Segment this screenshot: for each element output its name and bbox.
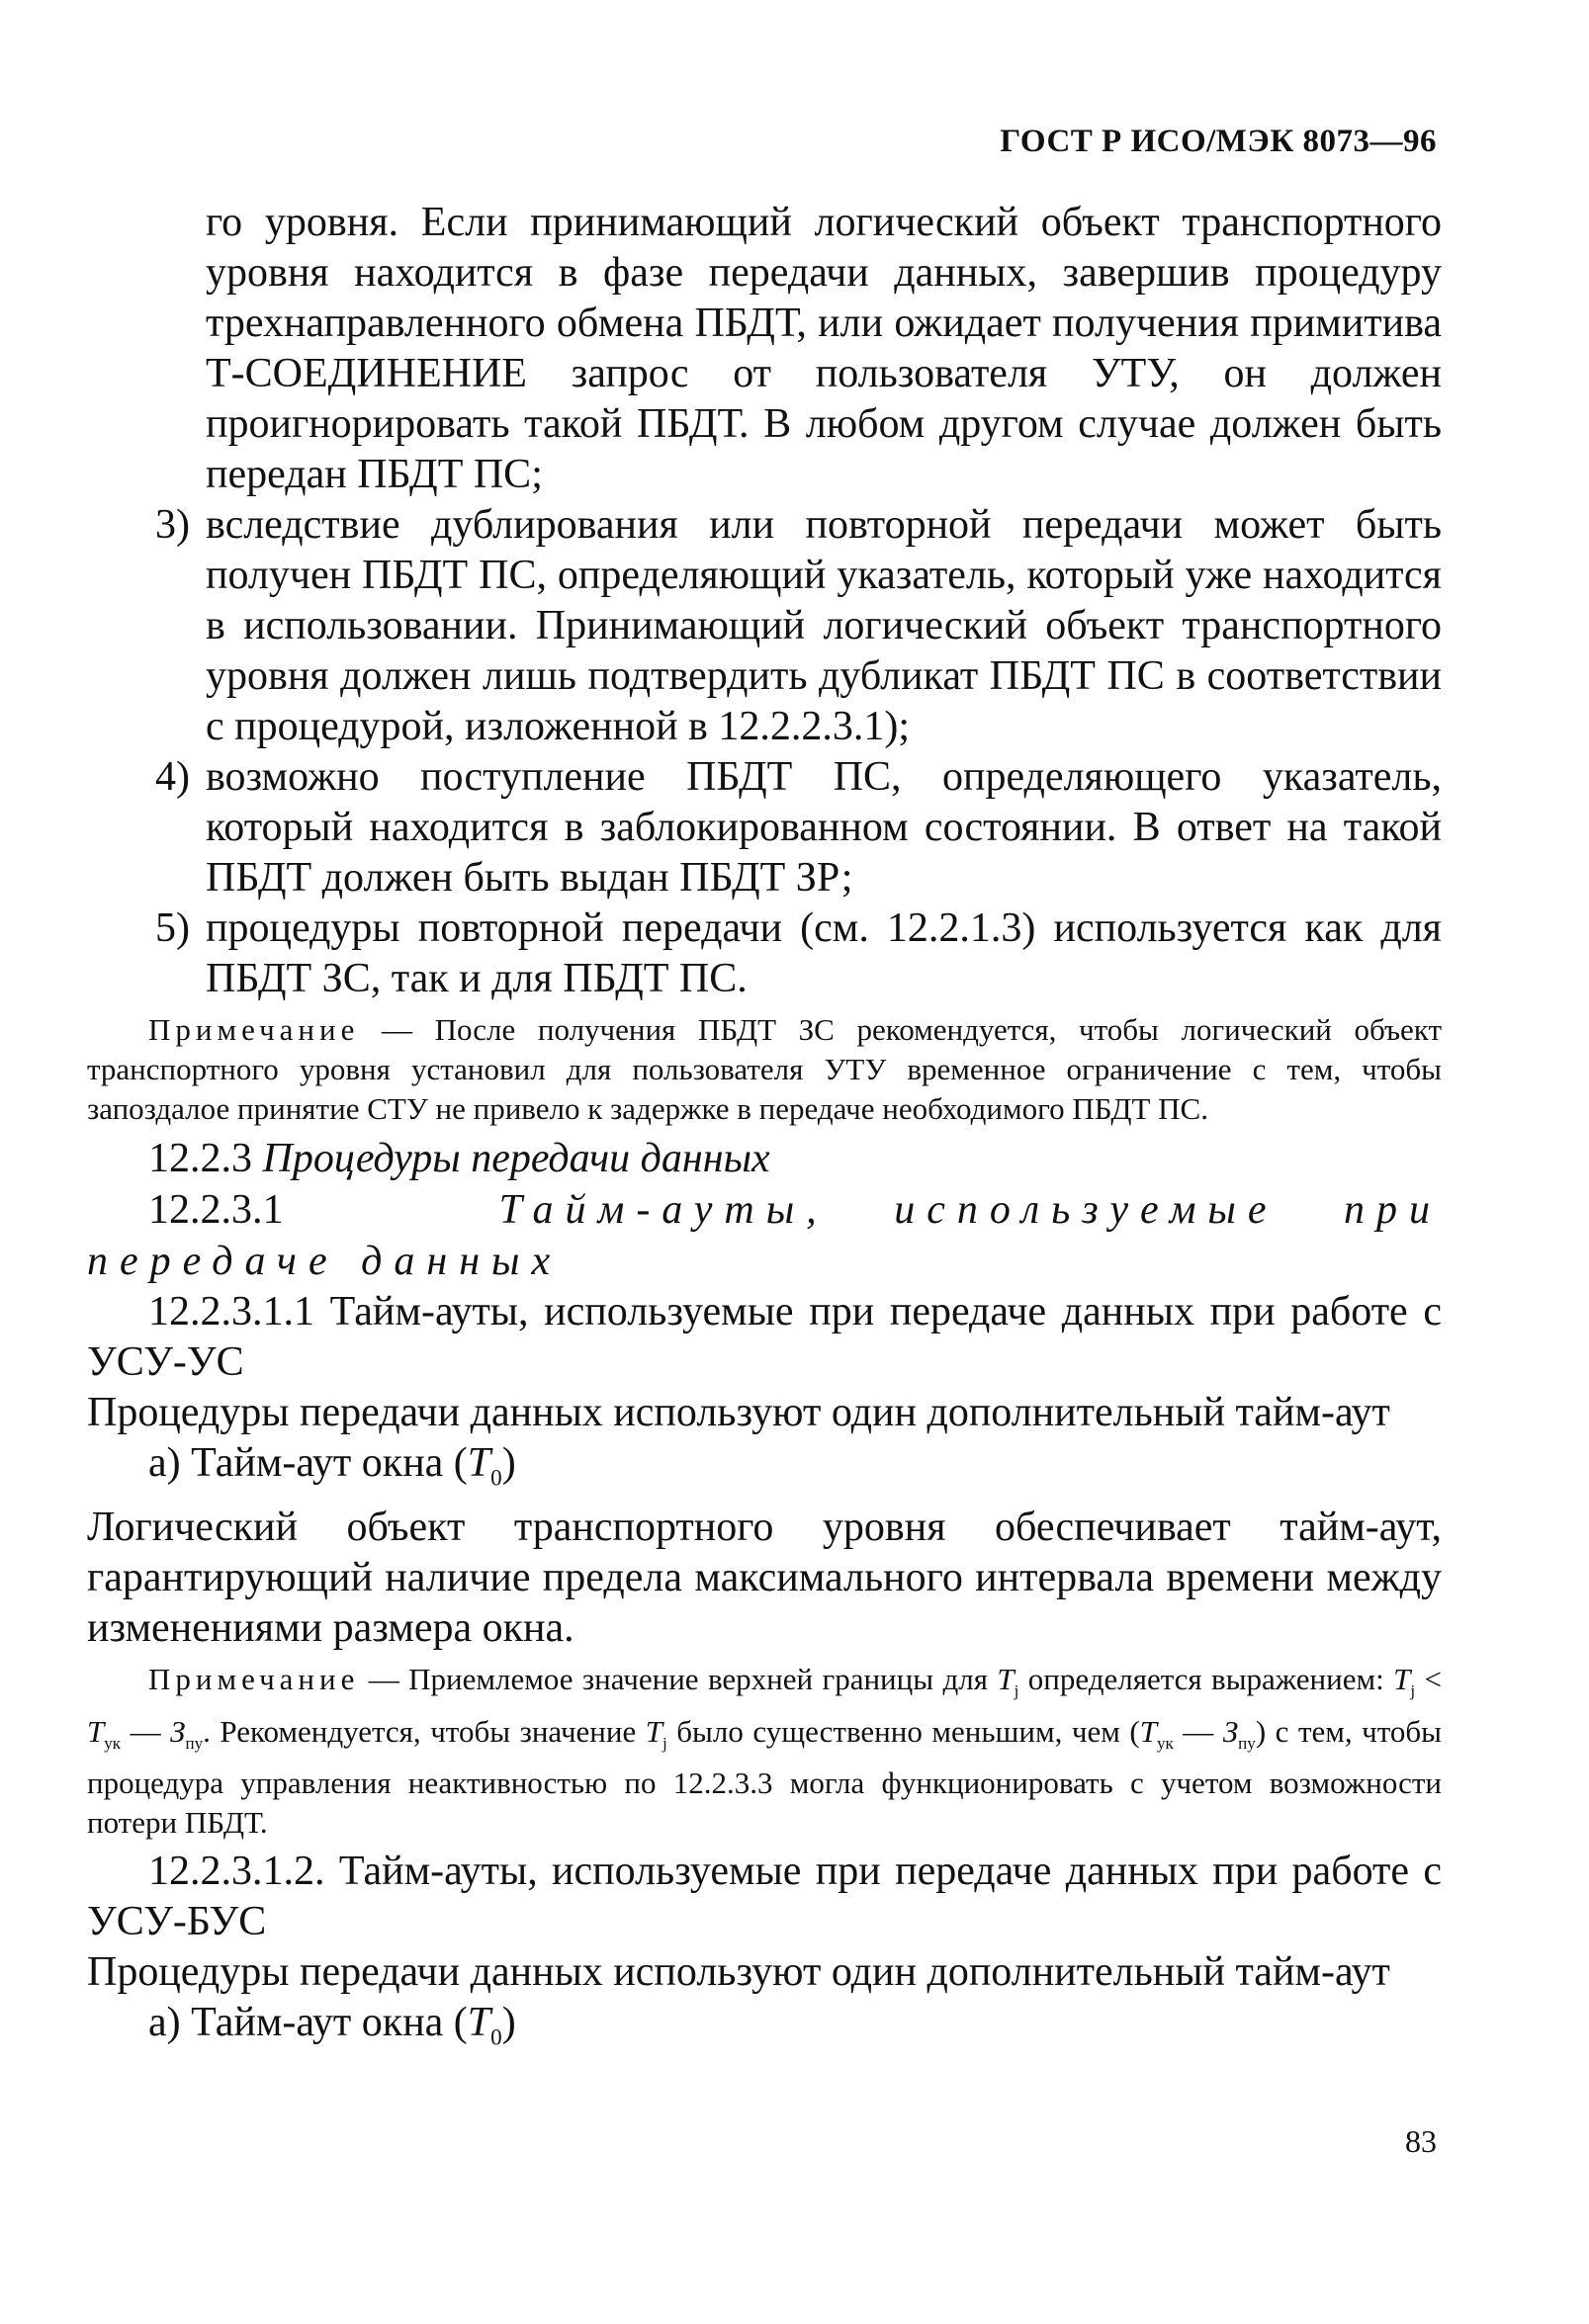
page-number: 83 xyxy=(1405,2123,1437,2159)
list-item-4 xyxy=(87,752,1442,904)
timeout-item xyxy=(87,1438,1442,1503)
note-2: Примечание — Приемлемое значение верхней границы для $T_j$ определяется выражением: $T_j < T_{ук}$ — $З_{пу}$. Рекомендуется, чтобы значение $T_j$ было существенно меньшим, чем ($T_{ук}$ — $З_{пу}$) с тем, чтобы процедура управления неактивностью по 12.2.3.3 могла функционировать с учетом возможности потери ПБДТ. xyxy=(87,1662,1443,1840)
variable: З xyxy=(1222,1713,1239,1749)
paragraph-body: Процедуры передачи данных используют один дополнительный тайм-аут xyxy=(87,1948,1390,1995)
list-text: процедуры повторной передачи (см. 12.2.1.3) используется как для ПБДТ ЗС, так и для ПБДТ ПС. xyxy=(206,905,1442,1001)
variable: T xyxy=(997,1662,1015,1697)
section-heading-12-2-3 xyxy=(87,1133,1442,1184)
section-number: 12.2.3 xyxy=(148,1136,252,1181)
subscript: 0 xyxy=(490,1464,502,1491)
page-content xyxy=(87,198,1442,2062)
variable: T xyxy=(467,1440,491,1486)
subscript: j xyxy=(1410,1681,1416,1701)
note-text: — После получения ПБДТ ЗС рекомендуется, чтобы логический объект транспортного уровня установил для пользователя УТУ временное ограничение с тем, чтобы запоздалое принятие СТУ не привело к задержке в передаче необходимого ПБДТ ПС. xyxy=(87,1012,1442,1126)
list-text: вследствие дублирования или повторной передачи может быть получен ПБДТ ПС, определяющий указатель, который уже находится в использовании. Принимающий логический объект транспортного уровня должен лишь подтвердить дубликат ПБДТ ПС в соответствии с процедурой, изложенной в 12.2.2.3.1); xyxy=(206,502,1442,749)
list-number: 3) xyxy=(155,502,190,548)
subscript: ук xyxy=(104,1733,122,1753)
paren: ) xyxy=(501,1440,516,1486)
section-heading-12-2-3-1 xyxy=(87,1184,1442,1287)
note-label: Примечание xyxy=(148,1662,360,1697)
note-text: . Рекомендуется, чтобы значение xyxy=(203,1713,646,1749)
note-label: Примечание xyxy=(148,1012,360,1047)
paragraph-continuation: го уровня. Если принимающий логический объект транспортного уровня находится в фазе передачи данных, завершив процедуру трехнаправленного обмена ПБДТ, или ожидает получения примитива Т-СОЕДИНЕНИЕ запрос от пользователя УТУ, он должен проигнорировать такой ПБДТ. В любом другом случае должен быть передан ПБДТ ПС; xyxy=(206,200,1442,497)
note-text: определяется выражением: xyxy=(1018,1662,1394,1697)
list-item-5 xyxy=(87,904,1442,1004)
paragraph-description: Логический объект транспортного уровня обеспечивает тайм-аут, гарантирующий наличие предела максимального интервала времени между изменениями размера окна. xyxy=(87,1505,1442,1652)
note-text: ) с тем, чтобы процедура управления неактивностью по 12.2.3.3 могла функционировать с учетом возможности потери ПБДТ. xyxy=(87,1713,1443,1840)
subsection-heading-1: 12.2.3.1.1 Тайм-ауты, используемые при передаче данных при работе с УСУ-УС xyxy=(87,1289,1442,1385)
list-number: 5) xyxy=(155,905,190,951)
subscript: пу xyxy=(1238,1733,1256,1753)
list-number: 4) xyxy=(155,754,190,800)
variable: З xyxy=(170,1713,186,1749)
section-title: Процедуры передачи данных xyxy=(262,1136,770,1181)
variable: T xyxy=(645,1713,663,1749)
subscript: j xyxy=(662,1733,667,1753)
subscript: j xyxy=(1014,1681,1019,1701)
list-item-3 xyxy=(87,500,1442,752)
timeout-label: а) Тайм-аут окна ( xyxy=(148,1440,468,1486)
note-1 xyxy=(87,1010,1442,1129)
paren: ) xyxy=(501,1999,516,2045)
paragraph-body: Процедуры передачи данных используют один дополнительный тайм-аут xyxy=(87,1390,1390,1435)
note-text: — Приемлемое значение верхней границы для xyxy=(359,1662,998,1697)
section-number: 12.2.3.1 xyxy=(148,1187,284,1233)
section-title: Тайм-ауты, используемые при передаче данных xyxy=(87,1187,1442,1284)
subscript: пу xyxy=(185,1733,204,1753)
variable: T xyxy=(1139,1713,1157,1749)
timeout-item xyxy=(87,1998,1442,2062)
subsection-heading-2: 12.2.3.1.2. Тайм-ауты, используемые при передаче данных при работе с УСУ-БУС xyxy=(87,1848,1442,1944)
note-text: было существенно меньшим, чем ( xyxy=(666,1713,1140,1749)
variable: T xyxy=(467,1999,491,2045)
variable: T xyxy=(87,1713,105,1749)
timeout-label: а) Тайм-аут окна ( xyxy=(148,1999,468,2045)
document-header: ГОСТ Р ИСО/МЭК 8073—96 xyxy=(1000,124,1437,159)
subscript: ук xyxy=(1156,1733,1174,1753)
variable: T xyxy=(1393,1662,1411,1697)
subscript: 0 xyxy=(490,2023,502,2050)
list-text: возможно поступление ПБДТ ПС, определяющего указатель, который находится в заблокированном состоянии. В ответ на такой ПБДТ должен быть выдан ПБДТ ЗР; xyxy=(206,754,1442,901)
